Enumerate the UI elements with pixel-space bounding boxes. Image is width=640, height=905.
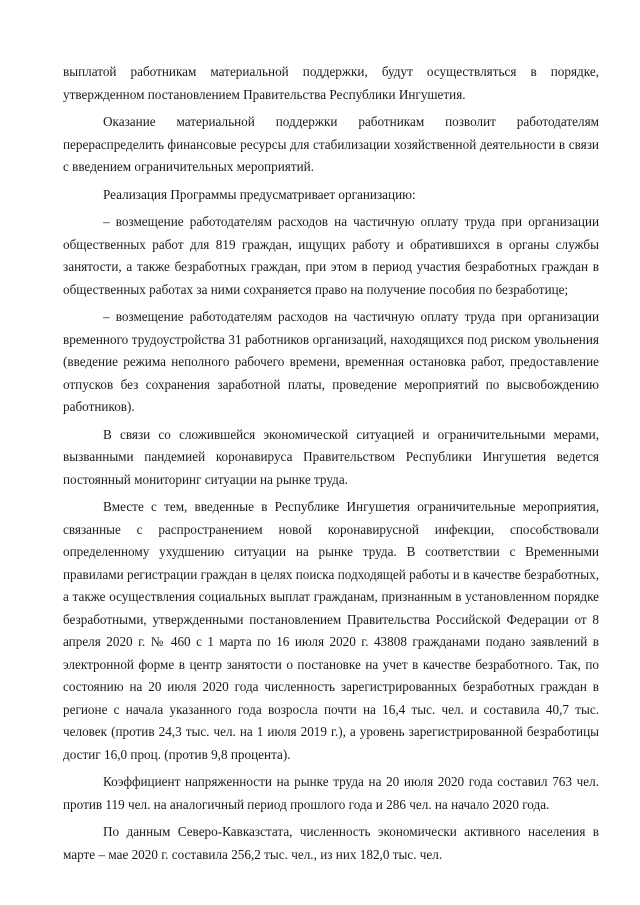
list-item-public-works: – возмещение работодателям расходов на частичную оплату труда при организации общественных работ для 819 граждан, ищущих работу и обратившихся в органы службы занятости, а также безработных граждан, при этом в период участия безработных граждан в общественных работах за ними сохраняется право на получение пособия по безработице;	[63, 214, 599, 297]
paragraph-labor-market: Вместе с тем, введенные в Республике Ингушетия ограничительные мероприятия, связанные с распространением новой коронавирусной инфекции, способствовали определенному ухудшению ситуации на рынке труда. В соответствии с Временными правилами регистрации граждан в целях поиска подходящей работы и в качестве безработных, а также осуществления социальных выплат гражданам, признанным в установленном порядке безработными, утвержденными постановлением Правительства Российской Федерации от 8 апреля 2020 г. № 460 с 1 марта по 16 июля 2020 г. 43808 гражданами подано заявлений в электронной форме в центр занятости о постановке на учет в качестве безработного. Так, по состоянию на 20 июля 2020 года численность зарегистрированных безработных граждан в регионе с начала указанного года возросла почти на 16,4 тыс. чел. и составила 40,7 тыс. человек (против 24,3 тыс. чел. на 1 июля 2019 г.), а уровень зарегистрированной безработицы достиг 16,0 проц. (против 9,8 процента).	[63, 499, 599, 762]
paragraph-material-support: Оказание материальной поддержки работникам позволит работодателям перераспределить финансовые ресурсы для стабилизации хозяйственной деятельности в связи с введением ограничительных мероприятий.	[63, 114, 599, 174]
paragraph-tension-coefficient: Коэффициент напряженности на рынке труда на 20 июля 2020 года составил 763 чел. против 119 чел. на аналогичный период прошлого года и 286 чел. на начало 2020 года.	[63, 774, 599, 812]
paragraph-statistics: По данным Северо-Кавказстата, численность экономически активного населения в марте – мае 2020 г. составила 256,2 тыс. чел., из них 182,0 тыс. чел.	[63, 824, 599, 862]
document-body	[63, 61, 599, 871]
paragraph-continuation: выплатой работникам материальной поддержки, будут осуществляться в порядке, утвержденном постановлением Правительства Республики Ингушетия.	[63, 64, 599, 102]
paragraph-monitoring: В связи со сложившейся экономической ситуацией и ограничительными мерами, вызванными пандемией коронавируса Правительством Республики Ингушетия ведется постоянный мониторинг ситуации на рынке труда.	[63, 426, 599, 487]
paragraph-program-intro: Реализация Программы предусматривает организацию:	[103, 186, 416, 202]
list-item-temporary-employment: – возмещение работодателям расходов на частичную оплату труда при организации временного трудоустройства 31 работников организаций, находящихся под риском увольнения (введение режима неполного рабочего времени, временная остановка работ, предоставление отпусков без сохранения заработной платы, проведение мероприятий по высвобождению работников).	[63, 309, 599, 414]
